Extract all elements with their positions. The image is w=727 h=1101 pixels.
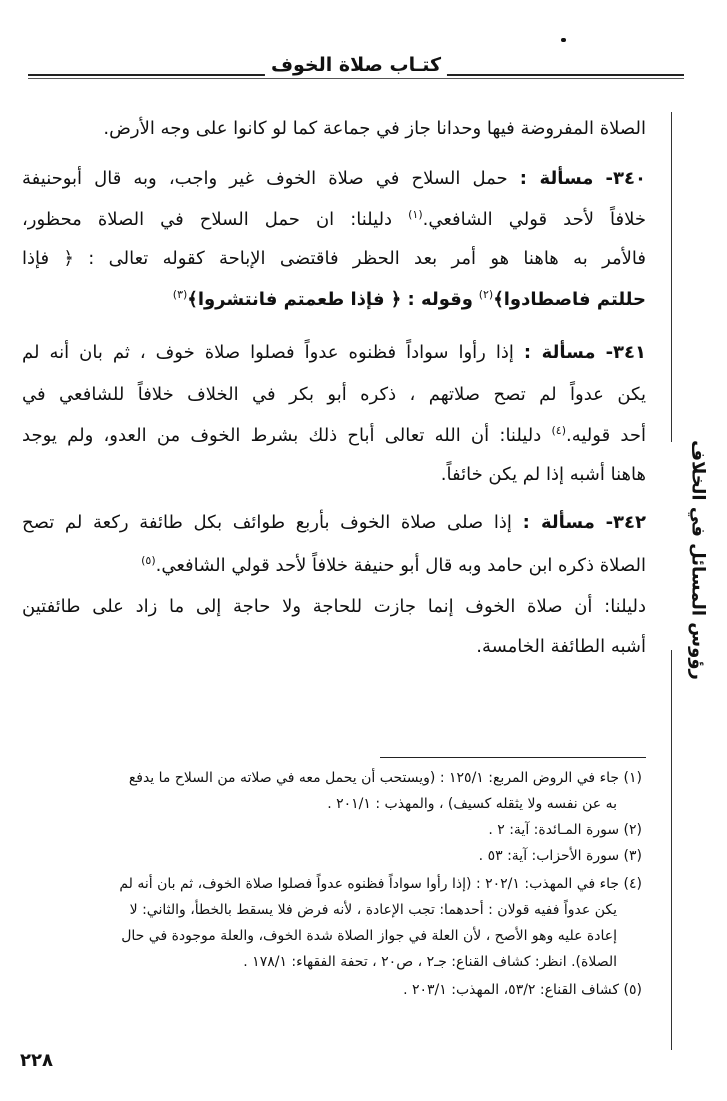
masala-text: إذا رأوا سواداً فظنوه عدواً فصلوا صلاة خوف ، ثم بان أنه لم: [22, 342, 514, 363]
body-line-1: الصلاة المفروضة فيها وحدانا جاز في جماعة كما لو كانوا على وجه الأرض.: [103, 118, 646, 139]
line-text: أحد قوليه.: [565, 425, 646, 446]
chapter-title: كتـاب صلاة الخوف: [265, 54, 447, 76]
body-line-5: [22, 288, 646, 310]
ink-dot: [561, 38, 566, 42]
body-line-3: [22, 208, 646, 230]
footnote-separator: [380, 757, 646, 758]
side-rule-top: [671, 112, 672, 442]
body-line-8: [22, 424, 646, 446]
footnote-4-cont-3: الصلاة). انظر: كشاف القناع: جـ٢ ، ص٢٠ ، تحفة الفقهاء: ١٧٨/١ .: [243, 954, 617, 970]
masala-text: إذا صلى صلاة الخوف بأربع طوائف بكل طائفة ركعة لم تصح: [22, 512, 512, 533]
masala-keyword: مسألة :: [522, 512, 595, 533]
side-rule-bottom: [671, 650, 672, 1050]
page-number: ٢٢٨: [20, 1050, 53, 1071]
footnote-1-cont: به عن نفسه ولا يثقله كسيف) ، والمهذب : ٢٠١/١ .: [327, 796, 617, 812]
side-title-text: رؤوس المسائل في الخلاف: [687, 440, 709, 680]
footnote-3: (٣) سورة الأحزاب: آية: ٥٣ .: [478, 848, 642, 864]
masala-keyword: مسألة :: [519, 168, 594, 189]
footnote-ref: (٣): [172, 288, 188, 301]
footnote-5: (٥) كشاف القناع: ٥٣/٢، المهذب: ٢٠٣/١ .: [403, 982, 642, 998]
footnote-ref: (٤): [551, 424, 566, 437]
footnote-4-cont-2: إعادة عليه وهو الأصح ، لأن العلة في جواز الصلاة شدة الخوف، والعلة موجودة في حال: [121, 928, 617, 944]
masala-keyword: مسألة :: [523, 342, 596, 363]
masala-number: ٣٤٢-: [605, 512, 647, 533]
page-header: [28, 52, 684, 82]
line-text: دليلنا: ان حمل السلاح في الصلاة محظور،: [22, 209, 393, 230]
masala-340-line: [22, 168, 646, 189]
quran-quote: وقوله : ﴿ فإذا طعمتم فانتشروا﴾: [187, 289, 473, 310]
header-rule-thin: [28, 78, 684, 79]
masala-text: حمل السلاح في صلاة الخوف غير واجب، وبه قال أبوحنيفة: [22, 168, 508, 189]
footnote-ref: (١): [408, 208, 423, 221]
body-line-4: فالأمر به هاهنا هو أمر بعد الحظر فاقتضى الإباحة كقوله تعالى : ﴿ فإذا: [22, 248, 646, 269]
body-line-12: دليلنا: أن صلاة الخوف إنما جازت للحاجة ولا حاجة إلى ما زاد على طائفتين: [22, 596, 646, 617]
body-line-11: [22, 554, 646, 576]
masala-341-line: [22, 342, 646, 363]
body-line-9: هاهنا أشبه إذا لم يكن خائفاً.: [440, 464, 646, 485]
side-running-title: [678, 440, 718, 680]
quran-quote: حللتم فاصطادوا﴾: [493, 289, 646, 310]
footnote-2: (٢) سورة المـائدة: آية: ٢ .: [488, 822, 642, 838]
body-line-13: أشبه الطائفة الخامسة.: [476, 636, 646, 657]
masala-number: ٣٤٠-: [605, 168, 646, 189]
masala-342-line: [22, 512, 646, 533]
body-line-7: يكن عدواً لم تصح صلاتهم ، ذكره أبو بكر في الخلاف خلافاً للشافعي في: [22, 384, 646, 405]
footnote-ref: (٥): [141, 554, 156, 567]
footnote-ref: (٢): [478, 288, 494, 301]
masala-number: ٣٤١-: [605, 342, 647, 363]
line-text: خلافاً لأحد قولي الشافعي.: [422, 209, 646, 230]
line-text: الصلاة ذكره ابن حامد وبه قال أبو حنيفة خلافاً لأحد قولي الشافعي.: [155, 555, 646, 576]
footnote-4: (٤) جاء في المهذب: ٢٠٢/١ : (إذا رأوا سواداً فظنوه عدواً فصلوا صلاة الخوف، ثم بان أنه لم: [119, 876, 642, 892]
footnote-4-cont-1: يكن عدواً ففيه قولان : أحدهما: تجب الإعادة ، لأنه فرض فلا يسقط بالخطأ، والثاني: لا: [129, 902, 617, 918]
footnote-1: (١) جاء في الروض المربع: ١٢٥/١ : (ويستحب أن يحمل معه في صلاته من السلاح ما يدفع: [128, 770, 642, 786]
line-text: دليلنا: أن الله تعالى أباح ذلك بشرط الخوف من العدو، ولم يوجد: [22, 425, 542, 446]
